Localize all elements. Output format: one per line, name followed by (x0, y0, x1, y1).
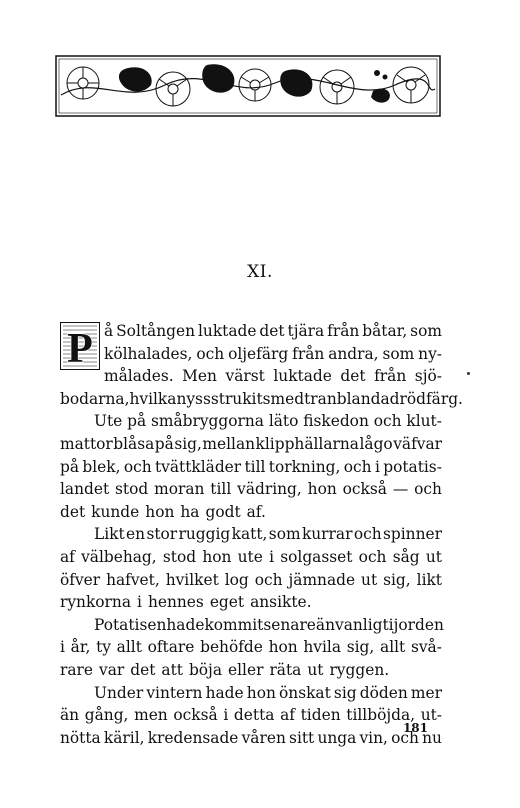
text-line (60, 456, 442, 479)
text-line (60, 591, 442, 614)
word: å (104, 322, 114, 340)
word: jämnade (288, 570, 356, 589)
word: — (392, 480, 409, 499)
word: önskat (279, 683, 331, 702)
word: såg (392, 547, 420, 566)
word: värst (225, 367, 265, 386)
word: ruggig (178, 525, 231, 544)
word: landet (60, 480, 110, 499)
print-speck (467, 372, 470, 375)
word: rödfärg. (399, 389, 463, 408)
word: och (391, 728, 419, 747)
word: hon (268, 638, 298, 657)
word: sig, (383, 570, 411, 589)
word: ha (180, 502, 200, 521)
word: klut- (406, 412, 442, 431)
word: vanligt (335, 615, 389, 634)
word: och (343, 457, 372, 476)
word: ute (237, 547, 263, 566)
word: och (353, 525, 382, 544)
word: i (223, 706, 229, 725)
word: ut (425, 547, 442, 566)
word: potatis- (383, 457, 442, 476)
word: döden (359, 683, 408, 702)
word: spinner (383, 525, 442, 544)
word: hade (166, 615, 205, 634)
text-line (60, 636, 442, 659)
word: på (60, 457, 80, 476)
word: senare (263, 615, 316, 634)
word: af (60, 547, 75, 566)
word: tranblandad (304, 389, 400, 408)
word: andra, (328, 344, 379, 363)
word: i (269, 547, 275, 566)
word: med (270, 389, 305, 408)
word: på (127, 412, 147, 431)
word: ut (361, 570, 378, 589)
word: vin, (359, 728, 388, 747)
word: solgasset (280, 547, 353, 566)
word: väfvar (393, 434, 442, 453)
word: Under (94, 683, 144, 702)
text-line (60, 501, 442, 524)
word: än (60, 706, 80, 725)
word: som (410, 322, 442, 340)
word: ut (307, 660, 324, 679)
text-line (60, 569, 442, 592)
word: ut- (420, 706, 442, 725)
floral-ornament-header (55, 55, 441, 117)
word: som (382, 344, 415, 363)
word: våren (241, 728, 286, 747)
word: sig, (174, 434, 202, 453)
text-line (60, 388, 463, 411)
word: klipphällarna (255, 434, 359, 453)
text-line (60, 410, 442, 433)
word: vintern (146, 683, 203, 702)
word: ty (96, 638, 111, 657)
word: likt (416, 570, 442, 589)
word: och (358, 547, 387, 566)
word: båtar, (362, 322, 408, 340)
word: var (99, 660, 125, 679)
word: moran (154, 480, 205, 499)
word: katt, (231, 525, 268, 544)
word: oftare (147, 638, 195, 657)
word: hade (205, 683, 244, 702)
text-line (60, 433, 442, 456)
text-line (60, 320, 442, 343)
chapter-heading: XI. (247, 262, 273, 282)
word: en (126, 525, 146, 544)
word: mellan (202, 434, 256, 453)
word: blåsa (113, 434, 155, 453)
word: stor (146, 525, 178, 544)
text-line (60, 727, 442, 750)
word: kommit (204, 615, 264, 634)
word: och (123, 457, 152, 476)
word: vädring, (237, 480, 302, 499)
word: käril, (103, 728, 145, 747)
word: i (60, 638, 65, 657)
word: sig, (346, 638, 375, 657)
word: rare (60, 660, 93, 679)
word: ansikte. (250, 593, 312, 612)
word: tvättkläder (154, 457, 242, 476)
word: stod (115, 480, 149, 499)
word: från (292, 344, 325, 363)
word: på (154, 434, 174, 453)
word: rynkorna (60, 593, 132, 612)
word: som (268, 525, 301, 544)
word: läto (268, 412, 299, 431)
text-line (60, 523, 442, 546)
word: hvilket (165, 570, 219, 589)
word: allt (116, 638, 142, 657)
word: behöfde (200, 638, 263, 657)
word: hon (307, 480, 337, 499)
word: och (373, 412, 402, 431)
word: det (60, 502, 86, 521)
word: till (244, 457, 266, 476)
word: att (161, 660, 183, 679)
word: från (374, 367, 407, 386)
word: Potatisen (94, 615, 167, 634)
word: eller (228, 660, 264, 679)
word: unga (317, 728, 357, 747)
text-line (60, 546, 442, 569)
word: sitt (289, 728, 315, 747)
text-line (60, 614, 442, 637)
word: hon (246, 683, 276, 702)
word: Soltången (116, 322, 196, 340)
word: sjö- (414, 367, 442, 386)
word: hvila (303, 638, 342, 657)
word: luktade (273, 367, 332, 386)
word: det (340, 367, 366, 386)
word: men (134, 706, 168, 725)
page-number: 181 (402, 721, 428, 735)
word: Men (182, 367, 217, 386)
text-line (60, 659, 442, 682)
word: från (327, 322, 360, 340)
word: ryggen. (329, 660, 390, 679)
word: det (259, 322, 285, 340)
body-text (60, 320, 463, 749)
word: blek, (82, 457, 121, 476)
word: sig (333, 683, 357, 702)
word: till (210, 480, 232, 499)
word: svå- (410, 638, 442, 657)
word: år, (70, 638, 91, 657)
word: öfver (60, 570, 101, 589)
word: hennes (147, 593, 204, 612)
word: ny- (418, 344, 442, 363)
word: allt (380, 638, 406, 657)
word: också (342, 480, 387, 499)
text-line (60, 365, 442, 388)
word: godt (205, 502, 241, 521)
word: eget (209, 593, 245, 612)
word: och (196, 344, 225, 363)
word: nyss (176, 389, 211, 408)
word: jorden (393, 615, 444, 634)
word: lågo (359, 434, 393, 453)
word: stod (162, 547, 197, 566)
word: välbehag, (81, 547, 157, 566)
word: och (254, 570, 283, 589)
word: tjära (287, 322, 325, 340)
word: log (224, 570, 249, 589)
word: i (374, 457, 380, 476)
word: det (130, 660, 156, 679)
word: kurrar (301, 525, 353, 544)
word: af. (246, 502, 266, 521)
word: kunde (91, 502, 140, 521)
word: bodarna, (60, 389, 130, 408)
word: böja (188, 660, 223, 679)
drop-cap-letter: P (67, 326, 93, 370)
text-line (60, 682, 442, 705)
word: mattor (60, 434, 113, 453)
word: hon (145, 502, 175, 521)
word: strukits (210, 389, 271, 408)
word: och (414, 480, 442, 499)
word: nu (422, 728, 442, 747)
word: kölhalades, (104, 344, 193, 363)
text-line (60, 343, 442, 366)
word: i (137, 593, 142, 612)
word: målades. (104, 367, 174, 386)
word: än (315, 615, 335, 634)
word: torkning, (268, 457, 341, 476)
text-line (60, 478, 442, 501)
word: Likt (94, 525, 125, 544)
word: i (388, 615, 394, 634)
word: oljefärg (228, 344, 289, 363)
word: räta (269, 660, 302, 679)
word: hon (202, 547, 232, 566)
word: detta (233, 706, 275, 725)
word: af (280, 706, 295, 725)
word: hvilka (129, 389, 177, 408)
word: gång, (84, 706, 129, 725)
word: också (173, 706, 218, 725)
word: hafvet, (106, 570, 160, 589)
word: fiskedon (303, 412, 369, 431)
word: mer (410, 683, 442, 702)
word: tiden (300, 706, 341, 725)
word: tillböjda, (346, 706, 416, 725)
word: luktade (197, 322, 257, 340)
word: Ute (94, 412, 123, 431)
word: kredensade (147, 728, 239, 747)
text-line (60, 704, 442, 727)
word: nötta (60, 728, 101, 747)
word: småbryggorna (150, 412, 264, 431)
